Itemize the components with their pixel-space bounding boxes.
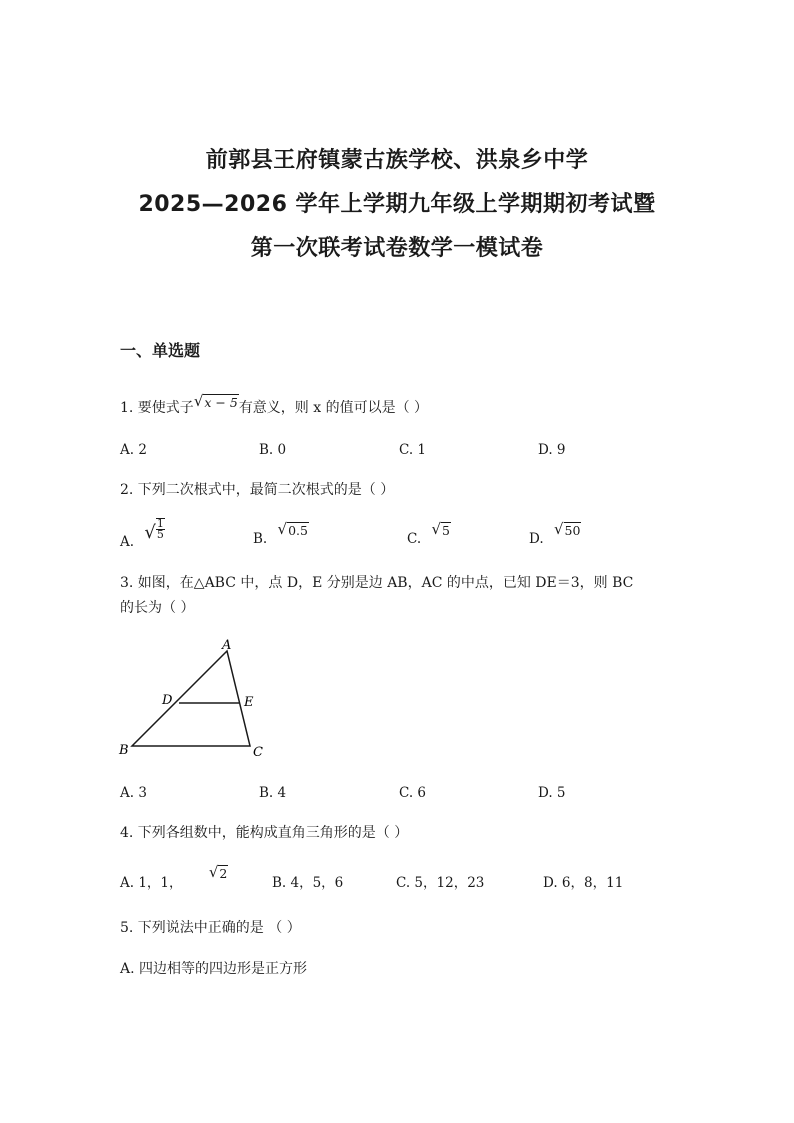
q1-option-a[interactable]: A. 2	[120, 442, 147, 458]
q4-option-c[interactable]: C. 5，12，23	[396, 875, 485, 891]
q2-option-a[interactable]	[120, 517, 165, 550]
vertex-label-b: B	[119, 743, 129, 758]
fraction	[156, 518, 165, 540]
vertex-label-a: A	[222, 638, 232, 653]
radical-sign-icon: √	[553, 520, 564, 538]
question-3-stem-line-1: 3. 如图，在△ABC 中，点 D，E 分别是边 AB，AC 的中点，已知 DE＝3，则 BC	[120, 575, 634, 591]
radical-sign-icon: √	[208, 863, 219, 881]
section-heading-single-choice: 一、单选题	[120, 341, 201, 360]
q2-option-c[interactable]	[407, 520, 451, 547]
question-4-stem: 4. 下列各组数中，能构成直角三角形的是（ ）	[120, 825, 409, 841]
sqrt-expression	[278, 522, 309, 538]
q4-option-a[interactable]	[120, 863, 228, 891]
radicand: x − 5	[204, 395, 238, 410]
question-3-stem-line-2: 的长为（ ）	[120, 600, 195, 616]
vertex-label-d: D	[162, 693, 173, 708]
question-1-suffix: 有意义，则 x 的值可以是（ ）	[238, 400, 429, 416]
q4-option-b[interactable]: B. 4，5，6	[272, 875, 344, 891]
q3-option-c[interactable]: C. 6	[399, 785, 427, 801]
question-1-prefix: 1. 要使式子	[120, 400, 194, 416]
vertex-label-e: E	[244, 695, 254, 710]
option-label: D.	[529, 531, 544, 547]
vertex-label-c: C	[253, 745, 263, 760]
question-1-stem	[120, 392, 429, 417]
sqrt-expression	[431, 522, 451, 538]
q4-option-d[interactable]: D. 6，8，11	[543, 875, 624, 891]
q3-option-b[interactable]: B. 4	[259, 785, 287, 801]
denominator: 5	[156, 528, 164, 541]
option-label: C.	[407, 531, 422, 547]
radicand: 0.5	[288, 523, 308, 538]
numerator: 1	[156, 517, 164, 530]
q5-option-a[interactable]: A. 四边相等的四边形是正方形	[120, 961, 308, 977]
q3-option-d[interactable]: D. 5	[538, 785, 566, 801]
q3-option-a[interactable]: A. 3	[120, 785, 147, 801]
option-label: B.	[253, 531, 268, 547]
question-5-stem: 5. 下列说法中正确的是 （ ）	[120, 920, 301, 936]
exam-title-line-3: 第一次联考试卷数学一模试卷	[250, 236, 544, 261]
q1-option-b[interactable]: B. 0	[259, 442, 287, 458]
q2-option-d[interactable]	[529, 520, 581, 547]
radical-sign-icon: √	[144, 522, 156, 543]
sqrt-expression	[209, 865, 229, 881]
radicand: 50	[564, 523, 581, 538]
q1-option-d[interactable]: D. 9	[538, 442, 566, 458]
q2-option-b[interactable]	[253, 520, 309, 547]
sqrt-expression	[194, 394, 239, 410]
option-label: A.	[120, 534, 135, 550]
q1-option-c[interactable]: C. 1	[399, 442, 427, 458]
sqrt-expression	[554, 522, 581, 538]
triangle-figure	[115, 636, 285, 766]
radicand: 5	[442, 523, 450, 538]
sqrt-fraction	[144, 517, 164, 543]
exam-title-line-1: 前郭县王府镇蒙古族学校、洪泉乡中学	[205, 148, 589, 173]
triangle-abc	[132, 651, 250, 746]
radical-sign-icon: √	[277, 520, 288, 538]
exam-title-line-2: 2025—2026 学年上学期九年级上学期期初考试暨	[138, 192, 656, 217]
radicand: 2	[219, 866, 228, 881]
option-a-text: A. 1，1，	[120, 875, 183, 891]
question-2-stem: 2. 下列二次根式中，最简二次根式的是（ ）	[120, 482, 395, 498]
radical-sign-icon: √	[193, 392, 204, 410]
radical-sign-icon: √	[431, 520, 441, 538]
